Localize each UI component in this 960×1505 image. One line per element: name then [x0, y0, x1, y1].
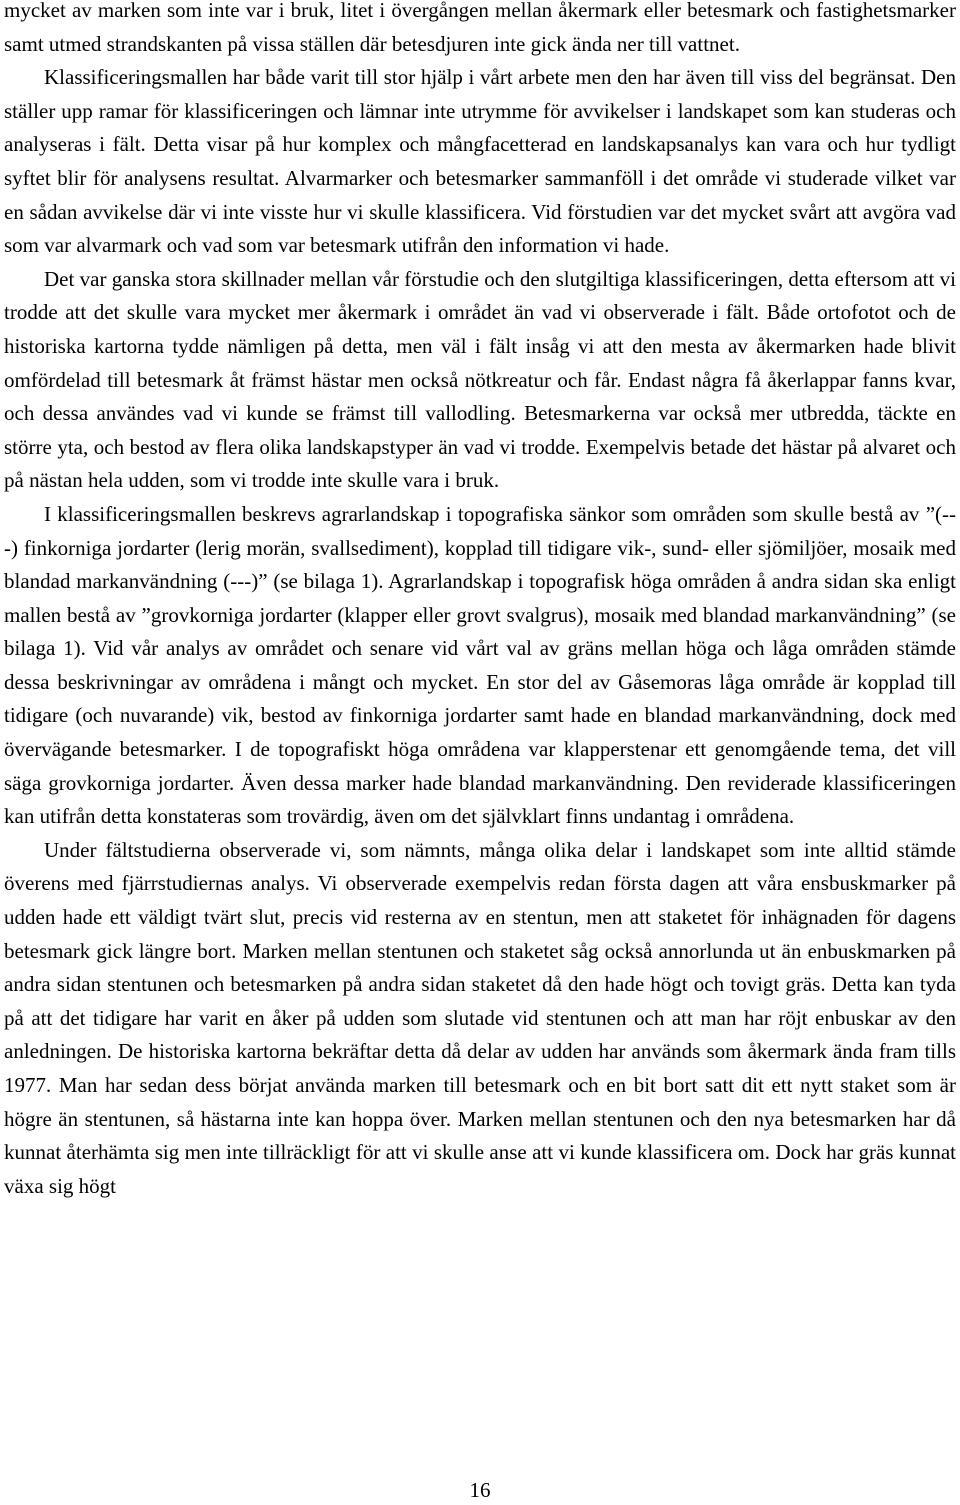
- paragraph-field-studies: Under fältstudierna observerade vi, som nämnts, många olika delar i landskapet som inte alltid stämde överens med fjärrstudiernas analys. Vi observerade exempelvis redan första dagen att våra ensbuskmarker på udden hade ett väldigt tvärt slut, precis vid resterna av en stentun, men att staketet för inhägnaden för dagens betesmark gick längre bort. Marken mellan stentunen och staketet såg också annorlunda ut än enbuskmarken på andra sidan stentunen och betesmarken på andra sidan staketet då den hade högt och tovigt gräs. Detta kan tyda på att det tidigare har varit en åker på udden som slutade vid stentunen och att man har röjt enbuskar av den anledningen. De historiska kartorna bekräftar detta då delar av udden har används som åkermark ända fram tills 1977. Man har sedan dess börjat använda marken till betesmark och en bit bort satt dit ett nytt staket som är högre än stentunen, så hästarna inte kan hoppa över. Marken mellan stentunen och den nya betesmarken har då kunnat återhämta sig men inte tillräckligt för att vi skulle anse att vi kunde klassificera om. Dock har gräs kunnat växa sig högt: [4, 837, 956, 1198]
- paragraph-prestudy-differences: Det var ganska stora skillnader mellan vår förstudie och den slutgiltiga klassificeringen, detta eftersom att vi trodde att det skulle vara mycket mer åkermark i området än vad vi observerade i fält. Både ortofotot och de historiska kartorna tydde nämligen på detta, men väl i fält insåg vi att den mesta av åkermarken hade blivit omfördelad till betesmark åt främst hästar men också nötkreatur och får. Endast några få åkerlappar fanns kvar, och dessa användes vad vi kunde se främst till vallodling. Betesmarkerna var också mer utbredda, täckte en större yta, och bestod av flera olika landskapstyper än vad vi trodde. Exempelvis betade det hästar på alvaret och på nästan hela udden, som vi trodde inte skulle vara i bruk.: [4, 266, 956, 493]
- paragraph-classification-template: Klassificeringsmallen har både varit till stor hjälp i vårt arbete men den har även till viss del begränsat. Den ställer upp ramar för klassificeringen och lämnar inte utrymme för avvikelser i landskapet som kan studeras och analyseras i fält. Detta visar på hur komplex och mångfacetterad en landskapsanalys kan vara och hur tydligt syftet blir för analysens resultat. Alvarmarker och betesmarker sammanföll i det område vi studerade vilket var en sådan avvikelse där vi inte visste hur vi skulle klassificera. Vid förstudien var det mycket svårt att avgöra vad som var alvarmark och vad som var betesmark utifrån den information vi hade.: [4, 65, 956, 258]
- paragraph-continuation: mycket av marken som inte var i bruk, litet i övergången mellan åkermark eller betesmark och fastighetsmarker samt utmed strandskanten på vissa ställen där betesdjuren inte gick ända ner till vattnet.: [4, 0, 956, 56]
- page-number: 16: [469, 1478, 491, 1502]
- body-text: [4, 0, 956, 1203]
- document-page: [4, 0, 956, 1505]
- paragraph-agrarian-landscape: I klassificeringsmallen beskrevs agrarlandskap i topografiska sänkor som områden som skulle bestå av ”(---) finkorniga jordarter (lerig morän, svallsediment), kopplad till tidigare vik-, sund- eller sjömiljöer, mosaik med blandad markanvändning (---)” (se bilaga 1). Agrarlandskap i topografisk höga områden å andra sidan ska enligt mallen bestå av ”grovkorniga jordarter (klapper eller grovt svalgrus), mosaik med blandad markanvändning” (se bilaga 1). Vid vår analys av området och senare vid vårt val av gräns mellan höga och låga områden stämde dessa beskrivningar av områdena i mångt och mycket. En stor del av Gåsemoras låga område är kopplad till tidigare (och nuvarande) vik, bestod av finkorniga jordarter samt hade en blandad markanvändning, dock med övervägande betesmarker. I de topografiskt höga områdena var klapperstenar ett genomgående tema, det vill säga grovkorniga jordarter. Även dessa marker hade blandad markanvändning. Den reviderade klassificeringen kan utifrån detta konstateras som trovärdig, även om det självklart finns undantag i områdena.: [4, 501, 956, 829]
